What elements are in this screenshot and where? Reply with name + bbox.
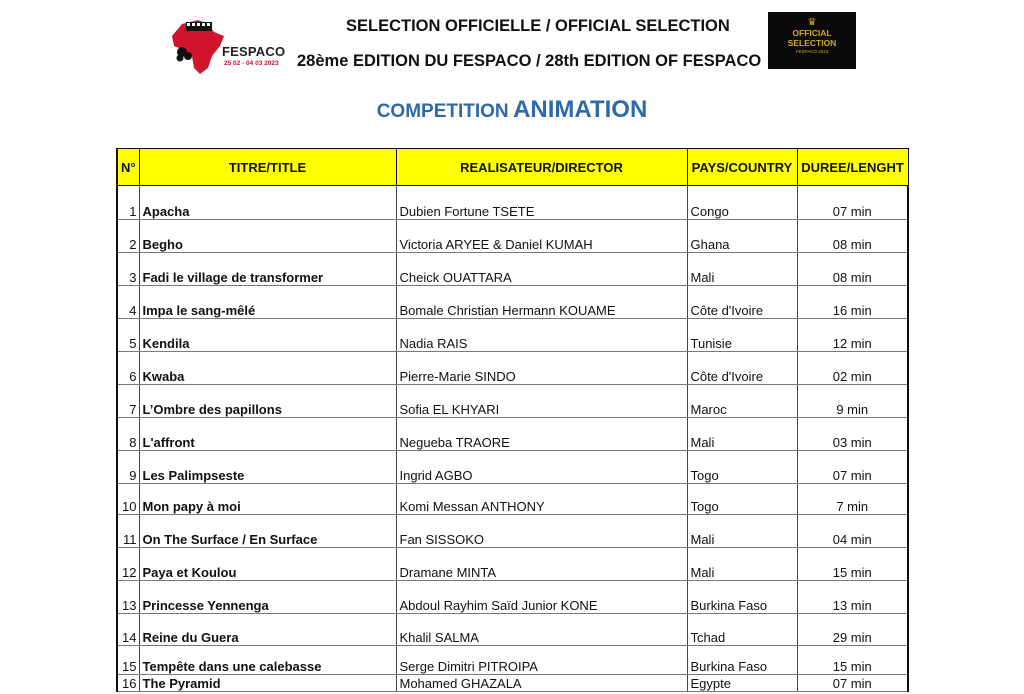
row-number: 13 <box>117 581 139 614</box>
film-duration: 15 min <box>797 548 908 581</box>
film-duration: 02 min <box>797 352 908 385</box>
row-number: 8 <box>117 418 139 451</box>
table-row <box>117 220 908 253</box>
film-title: Les Palimpseste <box>139 451 396 484</box>
table-row <box>117 675 908 692</box>
row-number: 9 <box>117 451 139 484</box>
film-director: Negueba TRAORE <box>396 418 687 451</box>
film-country: Mali <box>687 418 797 451</box>
section-title <box>0 96 1024 124</box>
film-country: Burkina Faso <box>687 581 797 614</box>
film-duration: 03 min <box>797 418 908 451</box>
header-country: PAYS/COUNTRY <box>687 149 797 186</box>
row-number: 2 <box>117 220 139 253</box>
table-row <box>117 581 908 614</box>
film-duration: 04 min <box>797 515 908 548</box>
table-row <box>117 418 908 451</box>
film-duration: 7 min <box>797 484 908 515</box>
badge-line1: OFFICIAL <box>792 28 832 38</box>
film-title: L'affront <box>139 418 396 451</box>
section-title-word2: ANIMATION <box>513 96 648 123</box>
film-duration: 07 min <box>797 675 908 692</box>
film-country: Côte d'Ivoire <box>687 286 797 319</box>
film-title: Kwaba <box>139 352 396 385</box>
table-row <box>117 484 908 515</box>
row-number: 1 <box>117 186 139 220</box>
film-director: Sofia EL KHYARI <box>396 385 687 418</box>
header-duration: DUREE/LENGHT <box>797 149 908 186</box>
header-num: N° <box>117 149 139 186</box>
film-director: Serge Dimitri PITROIPA <box>396 646 687 675</box>
film-title: Reine du Guera <box>139 614 396 646</box>
film-title: Paya et Koulou <box>139 548 396 581</box>
section-title-word1: COMPETITION <box>376 101 509 122</box>
film-duration: 15 min <box>797 646 908 675</box>
film-title: On The Surface / En Surface <box>139 515 396 548</box>
row-number: 6 <box>117 352 139 385</box>
header-title: TITRE/TITLE <box>139 149 396 186</box>
film-director: Khalil SALMA <box>396 614 687 646</box>
film-title: Apacha <box>139 186 396 220</box>
africa-map-icon <box>168 16 226 76</box>
film-country: Tunisie <box>687 319 797 352</box>
film-duration: 07 min <box>797 186 908 220</box>
film-country: Togo <box>687 484 797 515</box>
film-title: Impa le sang-mêlé <box>139 286 396 319</box>
film-country: Togo <box>687 451 797 484</box>
document-title: SELECTION OFFICIELLE / OFFICIAL SELECTION <box>346 17 730 35</box>
film-country: Maroc <box>687 385 797 418</box>
table-row <box>117 253 908 286</box>
table-row <box>117 614 908 646</box>
film-country: Mali <box>687 548 797 581</box>
table-row <box>117 352 908 385</box>
logo-name: FESPACO <box>222 44 286 59</box>
film-title: Fadi le village de transformer <box>139 253 396 286</box>
film-duration: 16 min <box>797 286 908 319</box>
film-director: Komi Messan ANTHONY <box>396 484 687 515</box>
table-row <box>117 319 908 352</box>
film-title: Tempête dans une calebasse <box>139 646 396 675</box>
film-country: Egypte <box>687 675 797 692</box>
film-title: Mon papy à moi <box>139 484 396 515</box>
film-duration: 13 min <box>797 581 908 614</box>
film-title: L’Ombre des papillons <box>139 385 396 418</box>
film-country: Congo <box>687 186 797 220</box>
official-selection-badge <box>768 12 856 69</box>
badge-small: FESPACO 2023 <box>795 49 829 54</box>
row-number: 5 <box>117 319 139 352</box>
table-row <box>117 548 908 581</box>
film-duration: 08 min <box>797 220 908 253</box>
film-duration: 9 min <box>797 385 908 418</box>
film-duration: 29 min <box>797 614 908 646</box>
row-number: 7 <box>117 385 139 418</box>
badge-line2: SELECTION <box>787 38 837 48</box>
row-number: 10 <box>117 484 139 515</box>
document-header <box>0 0 1024 90</box>
table-header-row <box>117 149 908 186</box>
table-row <box>117 385 908 418</box>
film-director: Abdoul Rayhim Saïd Junior KONE <box>396 581 687 614</box>
table-row <box>117 286 908 319</box>
row-number: 15 <box>117 646 139 675</box>
film-country: Burkina Faso <box>687 646 797 675</box>
film-director: Bomale Christian Hermann KOUAME <box>396 286 687 319</box>
film-duration: 12 min <box>797 319 908 352</box>
film-rows <box>117 186 908 692</box>
logo-dates: 25 02 - 04 03 2023 <box>224 60 279 67</box>
film-director: Dubien Fortune TSETE <box>396 186 687 220</box>
fespaco-logo <box>168 16 290 76</box>
film-country: Mali <box>687 253 797 286</box>
film-table <box>116 148 909 692</box>
row-number: 3 <box>117 253 139 286</box>
film-director: Dramane MINTA <box>396 548 687 581</box>
row-number: 14 <box>117 614 139 646</box>
row-number: 11 <box>117 515 139 548</box>
film-director: Ingrid AGBO <box>396 451 687 484</box>
laurel-icon: ♛ <box>807 17 817 28</box>
film-director: Pierre-Marie SINDO <box>396 352 687 385</box>
film-title: The Pyramid <box>139 675 396 692</box>
document-subtitle: 28ème EDITION DU FESPACO / 28th EDITION OF FESPACO <box>297 52 762 70</box>
table-row <box>117 451 908 484</box>
film-country: Ghana <box>687 220 797 253</box>
film-duration: 08 min <box>797 253 908 286</box>
film-country: Tchad <box>687 614 797 646</box>
row-number: 12 <box>117 548 139 581</box>
film-country: Mali <box>687 515 797 548</box>
film-director: Cheick OUATTARA <box>396 253 687 286</box>
film-title: Begho <box>139 220 396 253</box>
film-director: Mohamed GHAZALA <box>396 675 687 692</box>
table-row <box>117 186 908 220</box>
header-director: REALISATEUR/DIRECTOR <box>396 149 687 186</box>
film-duration: 07 min <box>797 451 908 484</box>
row-number: 4 <box>117 286 139 319</box>
film-country: Côte d'Ivoire <box>687 352 797 385</box>
film-director: Fan SISSOKO <box>396 515 687 548</box>
table-row <box>117 646 908 675</box>
film-director: Nadia RAIS <box>396 319 687 352</box>
film-title: Kendila <box>139 319 396 352</box>
row-number: 16 <box>117 675 139 692</box>
film-title: Princesse Yennenga <box>139 581 396 614</box>
film-director: Victoria ARYEE & Daniel KUMAH <box>396 220 687 253</box>
table-row <box>117 515 908 548</box>
